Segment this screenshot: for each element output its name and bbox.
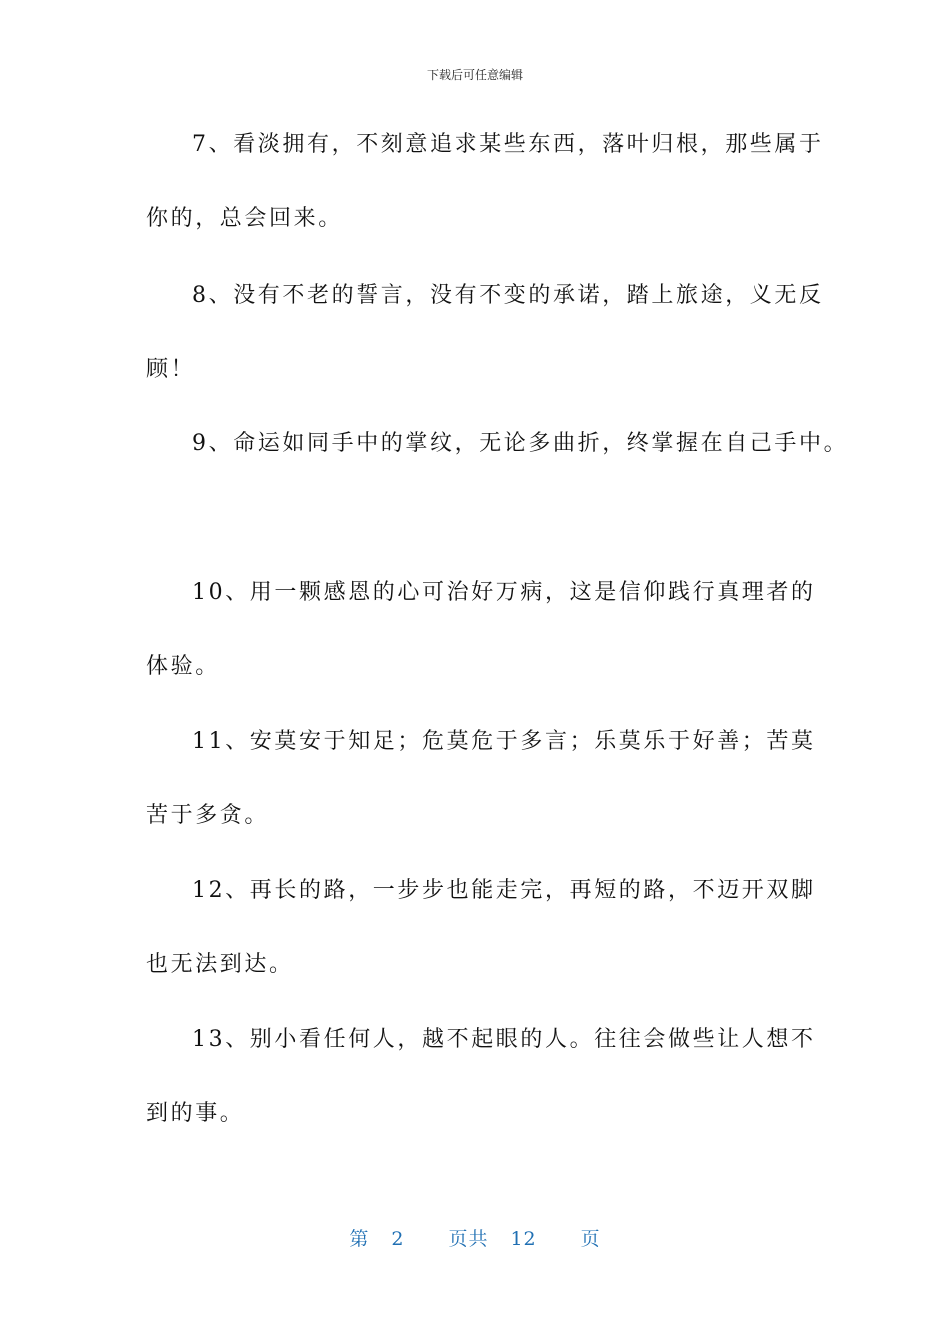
paragraph-13 bbox=[146, 1003, 826, 1151]
paragraph-line: 7、看淡拥有，不刻意追求某些东西，落叶归根，那些属于 bbox=[192, 132, 824, 157]
total-page-number: 12 bbox=[510, 1228, 537, 1250]
paragraph-line: 顾！ bbox=[146, 357, 196, 382]
paragraph-line: 12、再长的路，一步步也能走完，再短的路，不迈开双脚 bbox=[192, 878, 816, 903]
paragraph-7 bbox=[146, 108, 826, 256]
paragraph-10 bbox=[146, 556, 826, 704]
footer-prefix: 第 bbox=[349, 1228, 370, 1250]
paragraph-line: 苦于多贪。 bbox=[146, 803, 270, 828]
paragraph-line: 8、没有不老的誓言，没有不变的承诺，踏上旅途，义无反 bbox=[192, 283, 824, 308]
paragraph-11 bbox=[146, 705, 826, 853]
paragraph-line: 也无法到达。 bbox=[146, 952, 294, 977]
footer-middle: 页共 bbox=[448, 1228, 489, 1250]
paragraph-line: 9、命运如同手中的掌纹，无论多曲折，终掌握在自己手中。 bbox=[192, 431, 849, 456]
paragraph-line: 10、用一颗感恩的心可治好万病，这是信仰践行真理者的 bbox=[192, 580, 816, 605]
paragraph-12 bbox=[146, 854, 826, 1002]
footer-suffix: 页 bbox=[580, 1228, 601, 1250]
page-footer bbox=[0, 1224, 950, 1251]
paragraph-line: 11、安莫安于知足；危莫危于多言；乐莫乐于好善；苦莫 bbox=[192, 729, 816, 754]
paragraph-line: 你的，总会回来。 bbox=[146, 206, 343, 231]
paragraph-line: 体验。 bbox=[146, 654, 220, 679]
paragraph-8 bbox=[146, 259, 826, 407]
page-header: 下载后可任意编辑 bbox=[426, 68, 523, 82]
current-page-number: 2 bbox=[391, 1228, 405, 1250]
paragraph-9 bbox=[146, 407, 849, 481]
paragraph-line: 到的事。 bbox=[146, 1101, 245, 1126]
paragraph-line: 13、别小看任何人，越不起眼的人。往往会做些让人想不 bbox=[192, 1027, 816, 1052]
